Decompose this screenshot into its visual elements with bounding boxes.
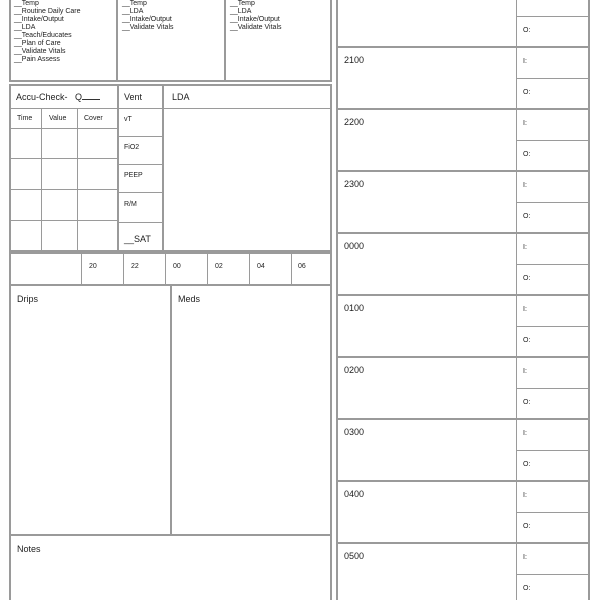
- checklist-box-1: [9, 0, 118, 82]
- hour-block: [336, 294, 590, 358]
- timeline-tick: 22: [131, 263, 139, 270]
- hour-block: [336, 46, 590, 110]
- accu-header-value: Value: [49, 115, 67, 122]
- hour-block: [336, 418, 590, 482]
- intake-label: I:: [523, 492, 527, 499]
- hour-block: [336, 480, 590, 544]
- checklist-item: __Temp: [122, 0, 147, 7]
- checklist-item: __LDA: [14, 24, 36, 31]
- vent-sat-label: __SAT: [124, 234, 151, 244]
- hour-block: [336, 542, 590, 600]
- timeline-tick: 06: [298, 263, 306, 270]
- output-label: O:: [523, 213, 531, 220]
- intake-label: I:: [523, 244, 527, 251]
- checklist-item: __Pain Assess: [14, 56, 60, 63]
- checklist-col-2: [122, 0, 174, 32]
- timeline-tick: 04: [257, 263, 265, 270]
- hour-block: [336, 232, 590, 296]
- checklist-item: __Teach/Educates: [14, 32, 72, 39]
- checklist-item: __Plan of Care: [14, 40, 61, 47]
- hour-block-partial: [336, 0, 590, 48]
- checklist-item: __Validate Vitals: [14, 48, 66, 55]
- accu-check-title: Accu-Check- Q: [16, 92, 100, 102]
- checklist-box-3: [224, 0, 332, 82]
- hour-block: [336, 356, 590, 420]
- hour-block: [336, 170, 590, 234]
- checklist-item: __Intake/Output: [230, 16, 280, 23]
- checklist-item: __Temp: [230, 0, 255, 7]
- checklist-item: __Validate Vitals: [230, 24, 282, 31]
- output-label: O:: [523, 585, 531, 592]
- intake-label: I:: [523, 368, 527, 375]
- checklist-item: __Temp: [14, 0, 39, 7]
- timeline-tick: 00: [173, 263, 181, 270]
- checklist-item: __Intake/Output: [122, 16, 172, 23]
- output-label: O:: [523, 399, 531, 406]
- intake-label: I:: [523, 58, 527, 65]
- drips-title: Drips: [17, 294, 39, 304]
- timeline-tick: 20: [89, 263, 97, 270]
- intake-label: I:: [523, 182, 527, 189]
- checklist-col-3: [230, 0, 282, 32]
- vent-param-rm: R/M: [124, 201, 137, 208]
- intake-label: I:: [523, 430, 527, 437]
- checklist-item: __Intake/Output: [14, 16, 64, 23]
- vent-title: Vent: [124, 92, 143, 102]
- hour-label: 2300: [344, 179, 365, 189]
- accu-check-box: [9, 84, 119, 252]
- hour-label: 0300: [344, 427, 365, 437]
- vent-param-fio2: FiO2: [124, 144, 140, 151]
- hour-block: [336, 108, 590, 172]
- lda-box: [162, 84, 332, 252]
- checklist-col-1: [14, 0, 81, 64]
- checklist-item: __LDA: [122, 8, 144, 15]
- hour-label: 2100: [344, 55, 365, 65]
- intake-label: I:: [523, 120, 527, 127]
- hour-label: 0500: [344, 551, 365, 561]
- output-label: O:: [523, 151, 531, 158]
- checklist-box-2: [116, 0, 226, 82]
- notes-box: [9, 534, 332, 600]
- notes-title: Notes: [17, 544, 41, 554]
- checklist-item: __Routine Daily Care: [14, 8, 81, 15]
- accu-header-time: Time: [17, 115, 33, 122]
- intake-label: I:: [523, 554, 527, 561]
- hour-label: 2200: [344, 117, 365, 127]
- drips-box: [9, 284, 172, 536]
- vent-param-vt: vT: [124, 116, 132, 123]
- lda-title: LDA: [172, 92, 190, 102]
- output-label: O:: [523, 27, 531, 34]
- hour-label: 0400: [344, 489, 365, 499]
- output-label: O:: [523, 523, 531, 530]
- meds-title: Meds: [178, 294, 201, 304]
- checklist-item: __LDA: [230, 8, 252, 15]
- vent-param-peep: PEEP: [124, 172, 143, 179]
- output-label: O:: [523, 275, 531, 282]
- output-label: O:: [523, 89, 531, 96]
- output-label: O:: [523, 337, 531, 344]
- accu-header-cover: Cover: [84, 115, 103, 122]
- timeline-tick: 02: [215, 263, 223, 270]
- hour-label: 0200: [344, 365, 365, 375]
- meds-box: [170, 284, 332, 536]
- output-label: O:: [523, 461, 531, 468]
- hour-label: 0100: [344, 303, 365, 313]
- checklist-item: __Validate Vitals: [122, 24, 174, 31]
- intake-label: I:: [523, 306, 527, 313]
- hour-label: 0000: [344, 241, 365, 251]
- vent-box: [117, 84, 164, 252]
- timeline-row: [9, 252, 332, 286]
